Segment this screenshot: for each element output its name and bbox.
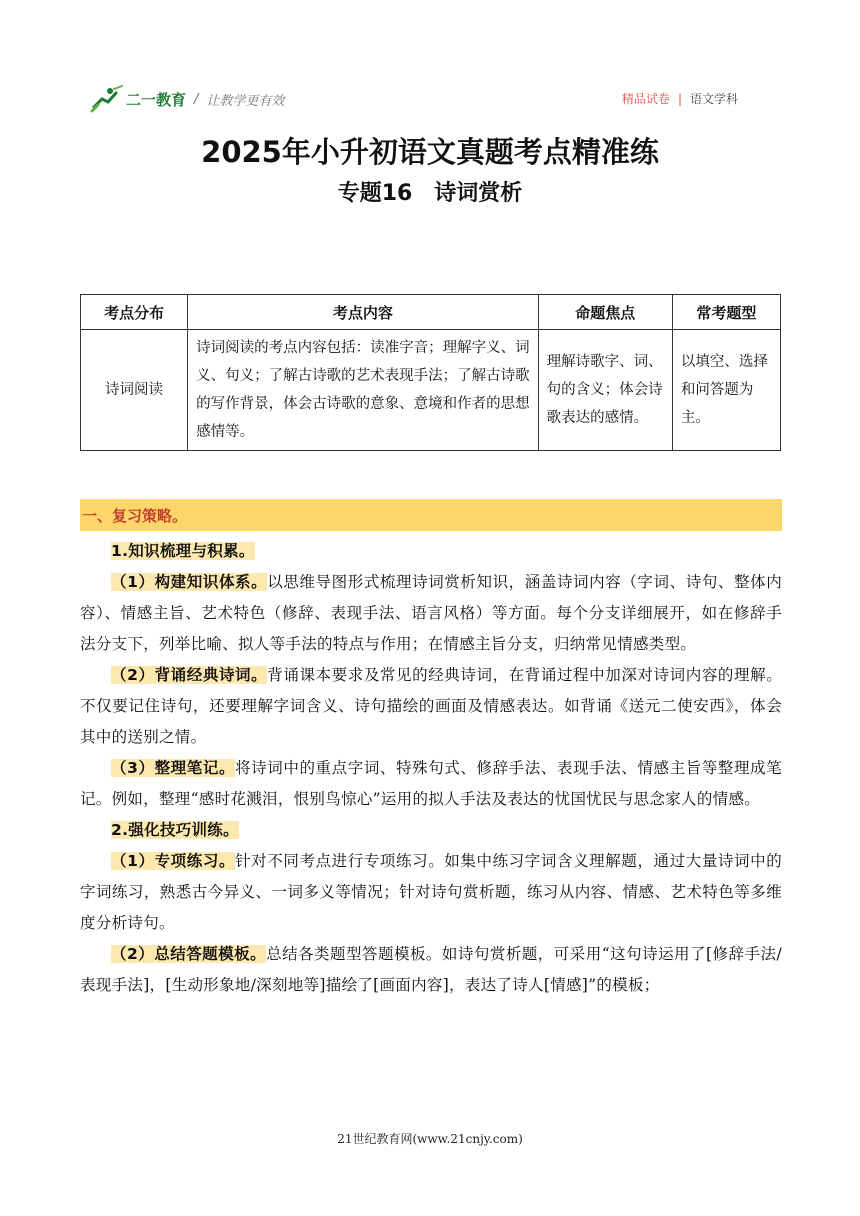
paragraph-heading: （3）整理笔记。: [111, 759, 236, 777]
section-body: [80, 536, 782, 1001]
table-header-cell: 常考题型: [672, 295, 780, 330]
paragraph-text: 针对不同考点进行专项练习。如集中练习字词含义理解题，通过大量诗词中的字词练习，熟悉古今异义、一词多义等情况；针对诗句赏析题，练习从内容、情感、艺术特色等多维度分析诗句。: [80, 852, 783, 932]
brand-slogan: 让教学更有效: [206, 93, 285, 109]
paragraph-text: 以思维导图形式梳理诗词赏析知识，涵盖诗词内容（字词、诗句、整体内容）、情感主旨、艺术特色（修辞、表现手法、语言风格）等方面。每个分支详细展开，如在修辞手法分支下，列举比喻、拟人等手法的特点与作用；在情感主旨分支，归纳常见情感类型。: [80, 573, 782, 653]
runner-logo-icon: [88, 85, 124, 113]
table-cell: 理解诗歌字、词、句的含义；体会诗歌表达的感情。: [538, 330, 672, 451]
paragraph-text: 背诵课本要求及常见的经典诗词，在背诵过程中加深对诗词内容的理解。不仅要记住诗句，还要理解字词含义、诗句描绘的画面及情感表达。如背诵《送元二使安西》，体会其中的送别之情。: [80, 666, 782, 746]
section-title: 一、复习策略。: [82, 507, 188, 525]
paragraph-text: 总结各类题型答题模板。如诗句赏析题，可采用“这句诗运用了[修辞手法/表现手法]，[生动形象地/深刻地等]描绘了[画面内容]，表达了诗人[情感]”的模板；: [80, 945, 782, 994]
paragraph: [80, 567, 782, 660]
table-cell: 以填空、选择和问答题为主。: [672, 330, 780, 451]
paragraph-heading: （1）构建知识体系。: [111, 573, 268, 591]
paragraph-heading: （1）专项练习。: [111, 852, 236, 870]
paragraph-text: 将诗词中的重点字词、特殊句式、修辞手法、表现手法、情感主旨等整理成笔记。例如，整理“感时花溅泪，恨别鸟惊心”运用的拟人手法及表达的忧国忧民与思念家人的情感。: [80, 759, 783, 808]
subsection-heading: [80, 815, 782, 846]
brand-logo: [88, 84, 284, 114]
subsection-heading-text: 2.强化技巧训练。: [111, 821, 239, 839]
subsection-heading: [80, 536, 782, 567]
quality-tag: 精品试卷: [621, 92, 670, 106]
subsection-heading-text: 1.知识梳理与积累。: [111, 542, 255, 560]
table-cell: 诗词阅读的考点内容包括：读准字音；理解字义、词义、句义；了解古诗歌的艺术表现手法；了解古诗歌的写作背景，体会古诗歌的意象、意境和作者的思想感情等。: [188, 330, 539, 451]
table-header-cell: 命题焦点: [538, 295, 672, 330]
exam-points-table: [80, 294, 781, 451]
table-header-cell: 考点内容: [188, 295, 539, 330]
paragraph-heading: （2）背诵经典诗词。: [111, 666, 268, 684]
paragraph-heading: （2）总结答题模板。: [111, 945, 267, 963]
page-footer: 21世纪教育网(www.21cnjy.com): [337, 1132, 523, 1146]
paragraph: [80, 660, 782, 753]
page-header: [88, 84, 738, 114]
section-banner: [80, 499, 782, 531]
table-header-cell: 考点分布: [81, 295, 188, 330]
document-subtitle: 专题16 诗词赏析: [337, 181, 523, 206]
paragraph: [80, 753, 782, 815]
brand-separator: /: [194, 91, 199, 107]
subject-tag: 语文学科: [689, 92, 738, 106]
brand-name: 二一教育: [126, 90, 187, 109]
paragraph: [80, 846, 782, 939]
paragraph: [80, 939, 782, 1001]
tag-divider: |: [677, 91, 682, 106]
table-row: [81, 330, 781, 451]
document-title: 2025年小升初语文真题考点精准练: [201, 135, 659, 169]
header-tags: [622, 90, 738, 107]
table-cell: 诗词阅读: [81, 330, 188, 451]
table-header-row: [81, 295, 781, 330]
